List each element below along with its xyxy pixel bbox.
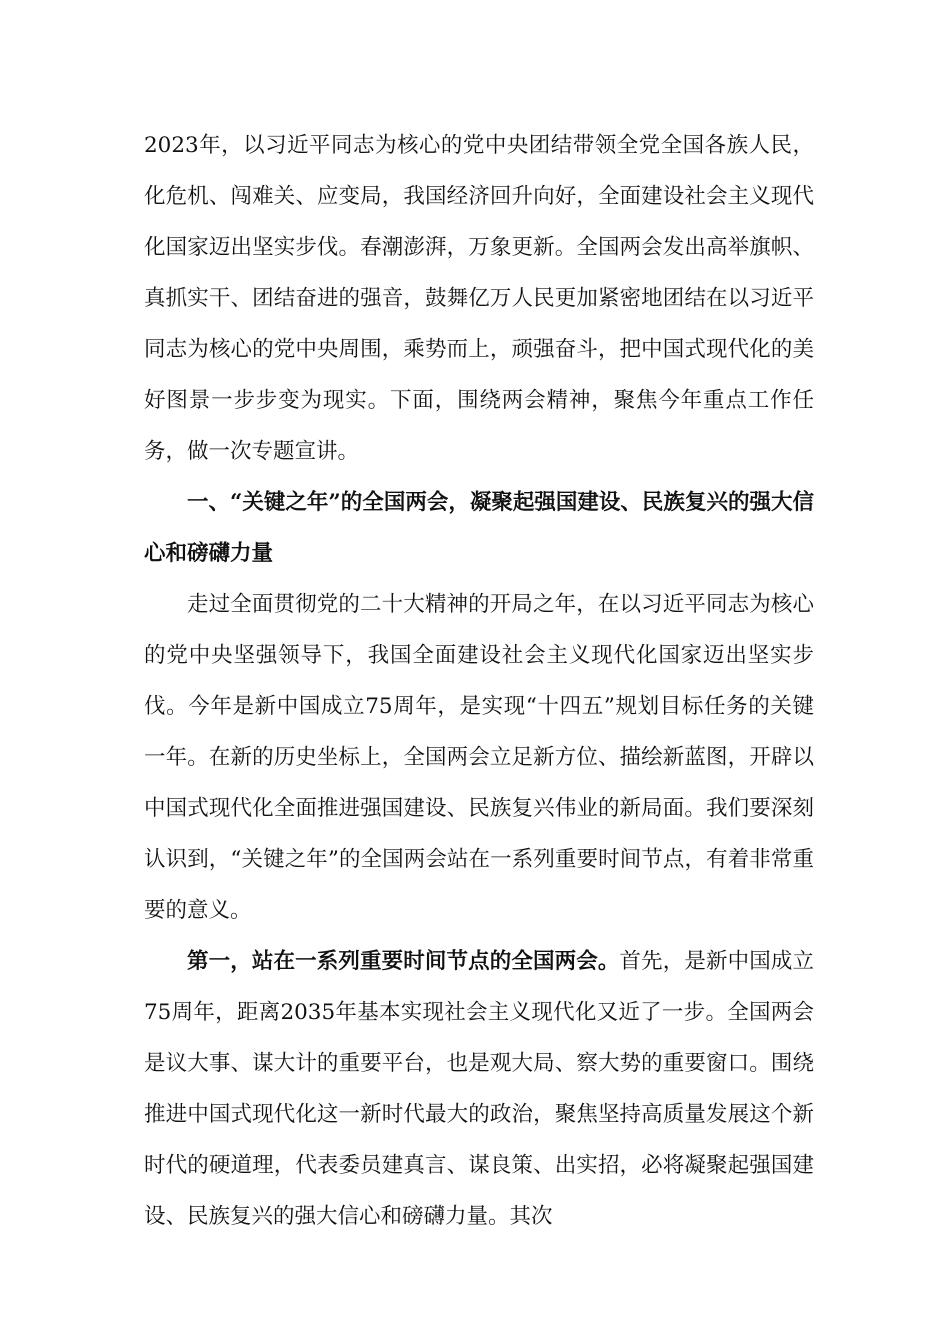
intro-paragraph: 2023年，以习近平同志为核心的党中央团结带领全党全国各族人民，化危机、闯难关、应变局，我国经济回升向好，全面建设社会主义现代化国家迈出坚实步伐。春潮澎湃，万象更新。全国两会发出高举旗帜、真抓实干、团结奋进的强音，鼓舞亿万人民更加紧密地团结在以习近平同志为核心的党中央周围，乘势而上，顽强奋斗，把中国式现代化的美好图景一步步变为现实。下面，围绕两会精神，聚焦今年重点工作任务，做一次专题宣讲。	[144, 133, 814, 464]
point-body: 首先，是新中国成立75周年，距离2035年基本实现社会主义现代化又近了一步。全国两会是议大事、谋大计的重要平台，也是观大局、察大势的重要窗口。围绕推进中国式现代化这一新时代最大的政治，聚焦坚持高质量发展这个新时代的硬道理，代表委员建真言、谋良策、出实招，必将凝聚起强国建设、民族复兴的强大信心和磅礴力量。其次	[144, 949, 814, 1229]
section-heading: 一、“关键之年”的全国两会，凝聚起强国建设、民族复兴的强大信心和磅礴力量	[144, 490, 814, 566]
point-lead: 第一，站在一系列重要时间节点的全国两会。	[187, 949, 620, 974]
point-paragraph	[144, 936, 814, 1242]
body-paragraph: 走过全面贯彻党的二十大精神的开局之年，在以习近平同志为核心的党中央坚强领导下，我国全面建设社会主义现代化国家迈出坚实步伐。今年是新中国成立75周年，是实现“十四五”规划目标任务的关键一年。在新的历史坐标上，全国两会立足新方位、描绘新蓝图，开辟以中国式现代化全面推进强国建设、民族复兴伟业的新局面。我们要深刻认识到，“关键之年”的全国两会站在一系列重要时间节点，有着非常重要的意义。	[144, 592, 814, 923]
document-body	[144, 120, 814, 1242]
